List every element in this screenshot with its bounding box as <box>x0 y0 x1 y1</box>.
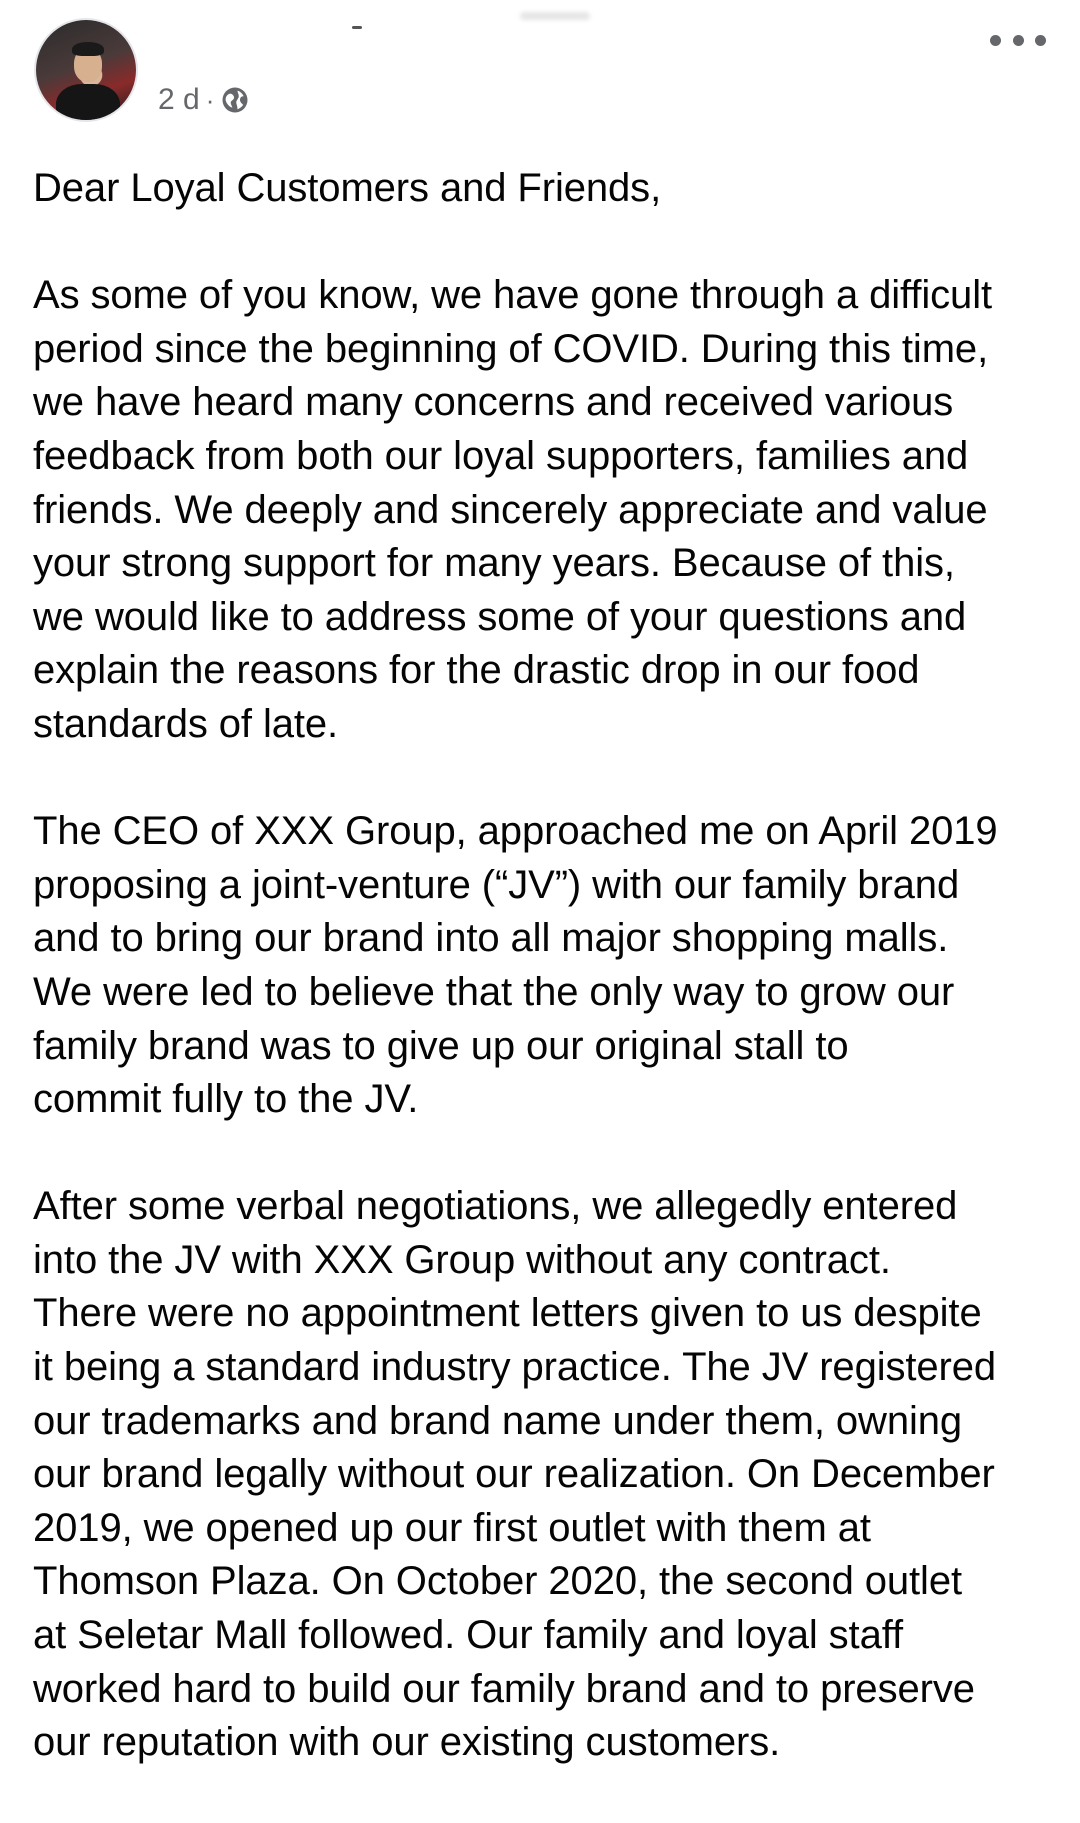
more-options-button[interactable] <box>990 22 1046 58</box>
post-greeting: Dear Loyal Customers and Friends, <box>33 166 662 210</box>
post-paragraph-3: After some verbal negotiations, we allegedly entered into the JV with XXX Group without any contract. There were no appointment letters given to us despite it being a standard industry practice. The JV registered our trademarks and brand name under them, owning our brand legally without our realization. On December 2019, we opened up our first outlet with them at Thomson Plaza. On October 2020, the second outlet at Seletar Mall followed. Our family and loyal staff worked hard to build our family brand and to preserve our reputation with our existing customers. <box>33 1184 997 1765</box>
post-paragraph-2: The CEO of XXX Group, approached me on April 2019 proposing a joint-venture (“JV”) with our family brand and to bring our brand into all major shopping malls. We were led to believe that the only way to grow our family brand was to give up our original stall to commit fully to the JV. <box>33 809 998 1122</box>
avatar-hair-shape <box>72 42 104 56</box>
author-avatar[interactable] <box>36 20 136 120</box>
post-paragraph-1: As some of you know, we have gone through a difficult period since the beginning of COVID. During this time, we have heard many concerns and received various feedback from both our loyal supporters, families and friends. We deeply and sincerely appreciate and value your strong support for many years. Because of this, we would like to address some of your questions and explain the reasons for the drastic drop in our food standards of late. <box>33 273 992 746</box>
globe-icon[interactable] <box>220 85 250 115</box>
post-meta <box>158 78 250 122</box>
more-dot-icon <box>1035 35 1046 46</box>
post-header <box>0 0 1080 150</box>
post-timestamp[interactable]: 2 d <box>158 83 200 116</box>
post-body <box>33 162 1063 1823</box>
avatar-body-shape <box>56 84 120 120</box>
author-name-fragment <box>352 26 362 29</box>
more-dot-icon <box>1013 35 1024 46</box>
more-dot-icon <box>990 35 1001 46</box>
meta-separator: · <box>205 85 215 115</box>
blurred-header-fragment <box>520 12 590 20</box>
